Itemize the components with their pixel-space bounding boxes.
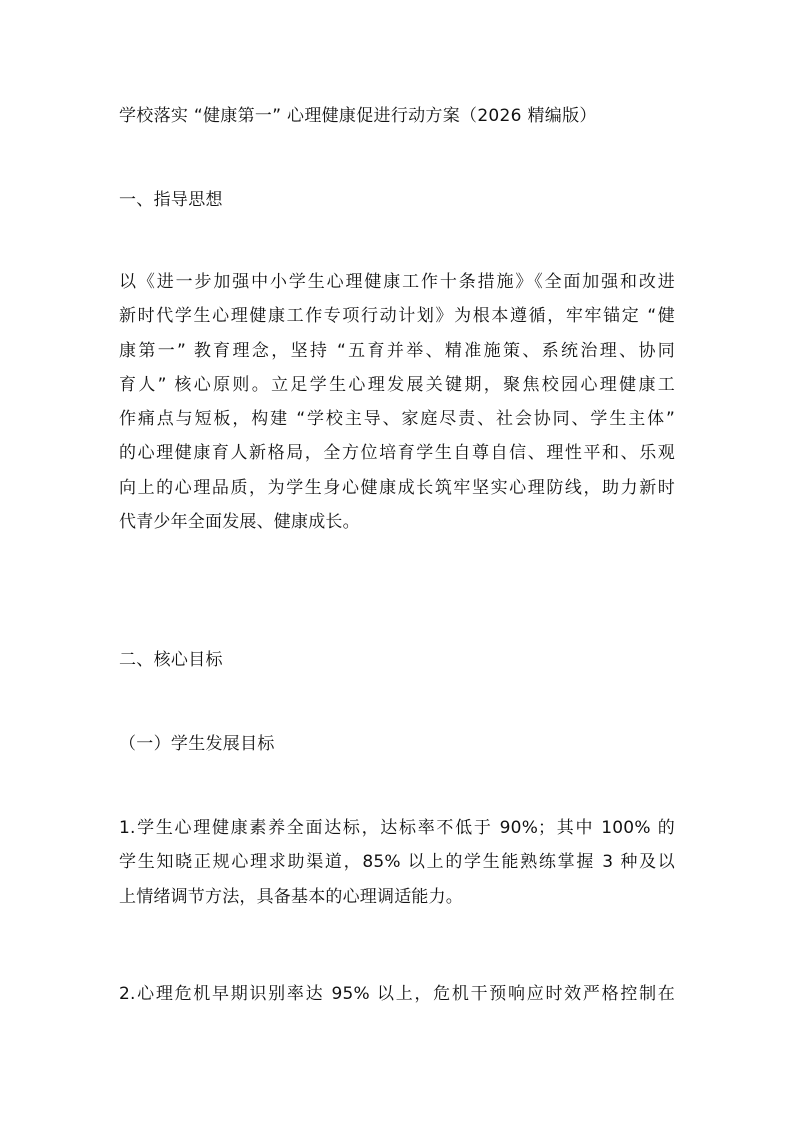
section-heading-core-goals: 二、核心目标 (119, 650, 223, 670)
paragraph-line: 康第一” 教育理念，坚持 “五育并举、精准施策、系统治理、协同 (119, 340, 675, 361)
paragraph-line: 学生知晓正规心理求助渠道，85% 以上的学生能熟练掌握 3 种及以 (119, 852, 675, 873)
paragraph-line: 2.心理危机早期识别率达 95% 以上，危机干预响应时效严格控制在 (119, 984, 675, 1004)
goal-item-1 (119, 811, 675, 914)
guiding-ideology-paragraph (119, 265, 675, 539)
paragraph-line: 以《进一步加强中小学生心理健康工作十条措施》《全面加强和改进 (119, 272, 675, 292)
paragraph-line: 的心理健康育人新格局，全方位培育学生自尊自信、理性平和、乐观 (119, 443, 675, 464)
section-heading-guiding-ideology: 一、指导思想 (119, 190, 223, 210)
subsection-heading-student-goals: （一）学生发展目标 (119, 734, 275, 754)
paragraph-line: 上情绪调节方法，具备基本的心理调适能力。 (119, 886, 463, 907)
paragraph-line: 作痛点与短板，构建 “学校主导、家庭尽责、社会协同、学生主体” (119, 409, 675, 430)
goal-item-2 (119, 977, 675, 1011)
paragraph-line: 育人” 核心原则。立足学生心理发展关键期，聚焦校园心理健康工 (119, 374, 675, 395)
paragraph-line: 1.学生心理健康素养全面达标，达标率不低于 90%；其中 100% 的 (119, 818, 675, 838)
paragraph-line: 向上的心理品质，为学生身心健康成长筑牢坚实心理防线，助力新时 (119, 477, 675, 498)
paragraph-line: 新时代学生心理健康工作专项行动计划》为根本遵循，牢牢锚定 “健 (119, 306, 675, 327)
document-title: 学校落实 “健康第一” 心理健康促进行动方案（2026 精编版） (119, 106, 597, 126)
paragraph-line: 代青少年全面发展、健康成长。 (119, 512, 360, 533)
